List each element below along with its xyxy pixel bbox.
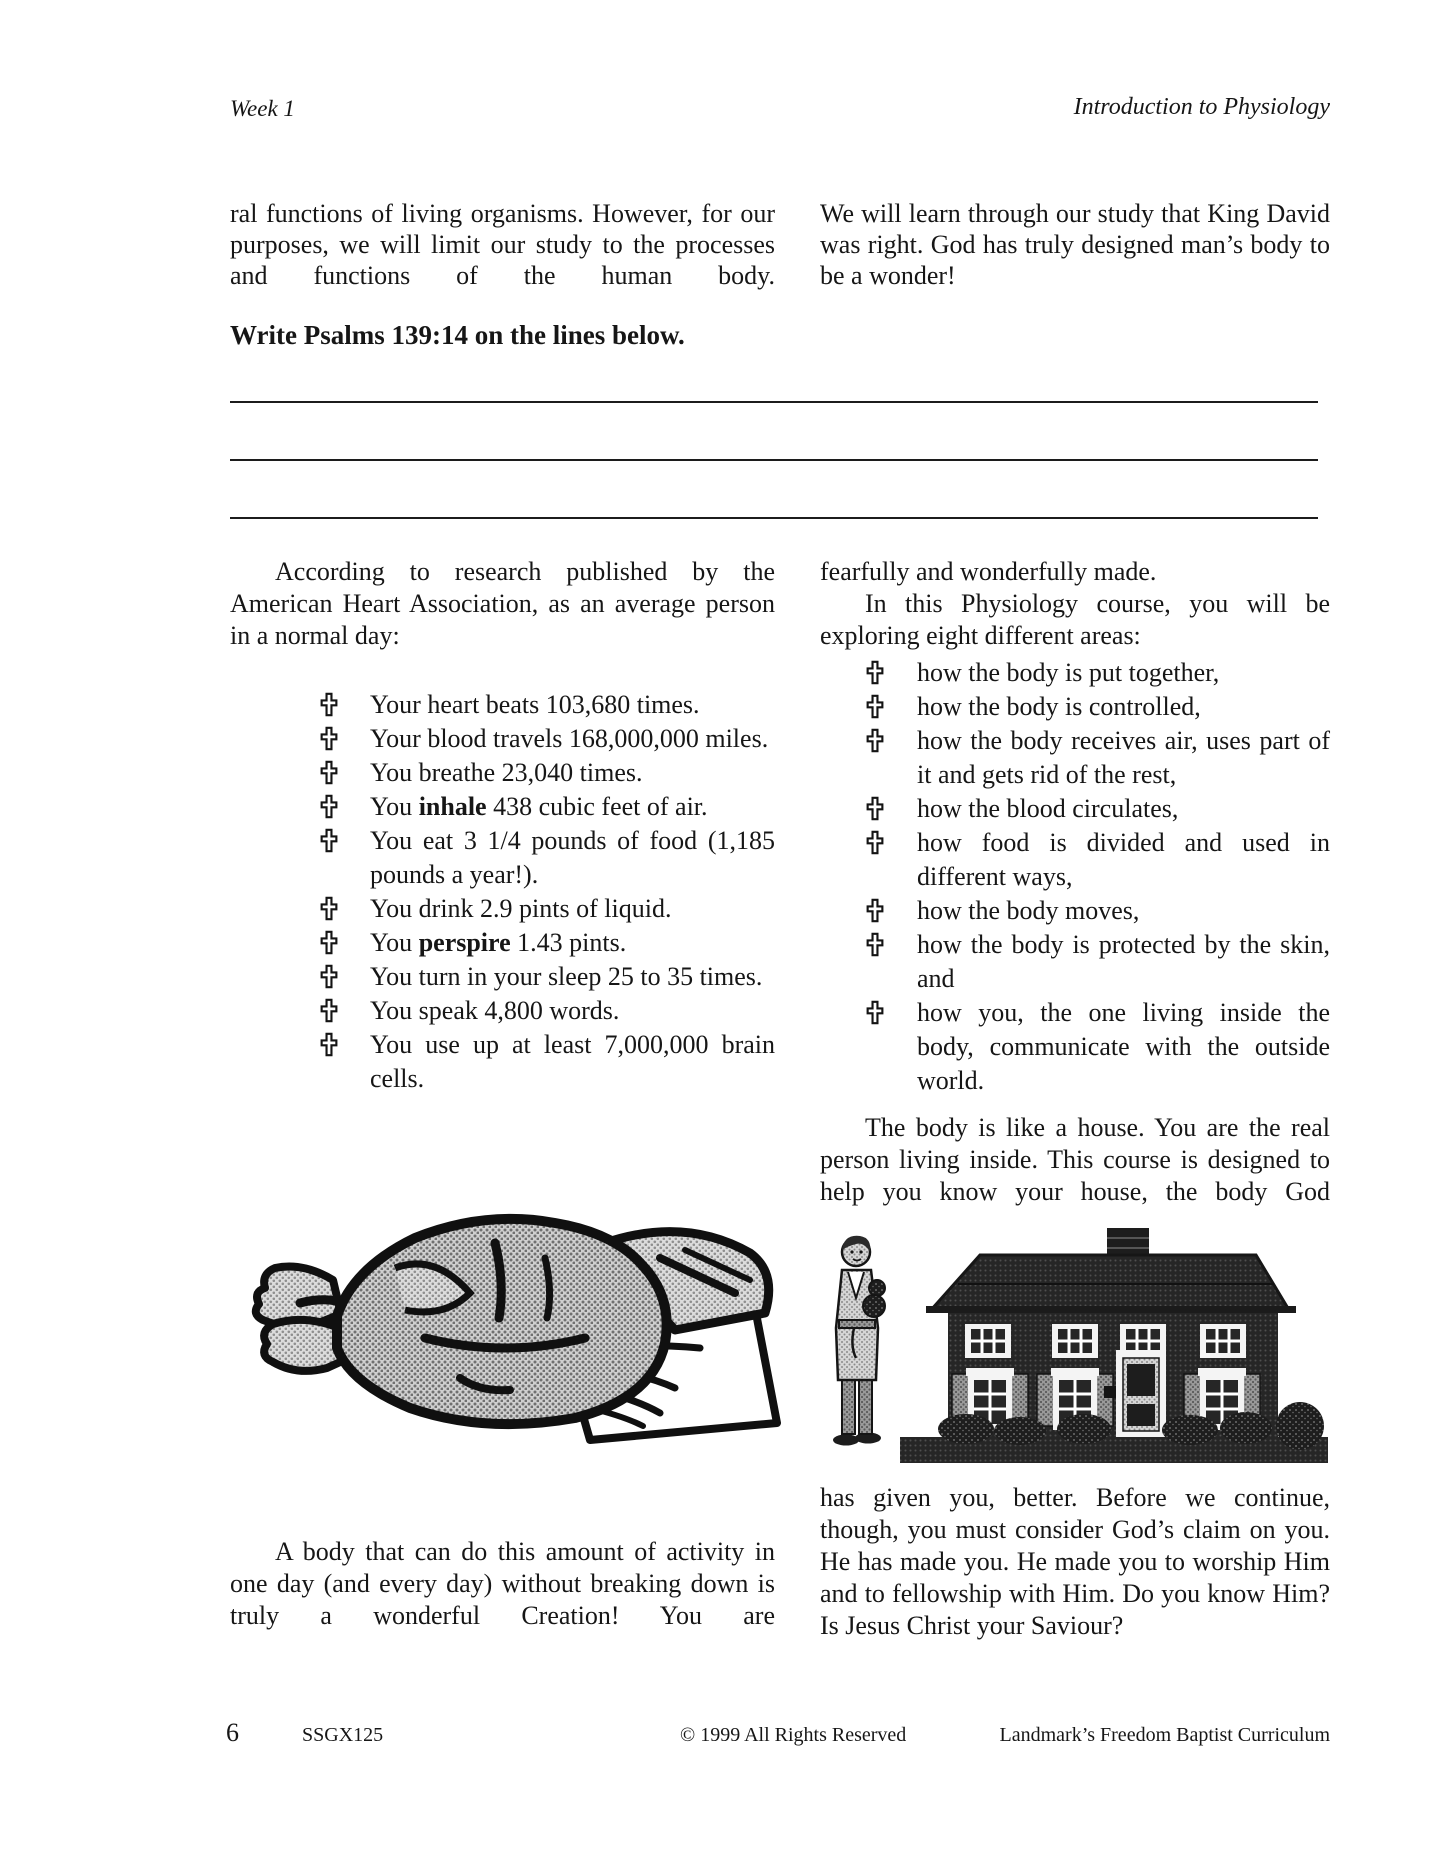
list-item: You perspire 1.43 pints. xyxy=(230,926,775,960)
house xyxy=(900,1228,1328,1463)
list-item: how the blood circulates, xyxy=(820,792,1330,826)
curriculum-code: SSGX125 xyxy=(302,1724,384,1746)
cross-bullet-icon xyxy=(866,660,884,685)
cross-bullet-icon xyxy=(320,896,338,921)
copyright-notice: © 1999 All Rights Reserved xyxy=(680,1724,907,1746)
cross-bullet-icon xyxy=(320,794,338,819)
writing-line xyxy=(230,517,1318,519)
cross-bullet-icon xyxy=(320,1032,338,1057)
writing-line xyxy=(230,401,1318,403)
cross-bullet-icon xyxy=(866,1000,884,1025)
blanket-body xyxy=(337,1219,667,1424)
cross-bullet-icon xyxy=(866,830,884,855)
cross-bullet-icon xyxy=(320,828,338,853)
cross-bullet-icon xyxy=(866,694,884,719)
list-item: how the body is put together, xyxy=(820,656,1330,690)
page-number: 6 xyxy=(226,1718,239,1747)
list-item: Your heart beats 103,680 times. xyxy=(230,688,775,722)
daily-facts-list xyxy=(230,688,775,1096)
right-paragraph-3: In this Physiology course, you will be exploring eight different areas: xyxy=(820,589,1330,650)
writing-line xyxy=(230,459,1318,461)
list-item: You breathe 23,040 times. xyxy=(230,756,775,790)
list-item: how you, the one living inside the body, communicate with the outside world. xyxy=(820,996,1330,1098)
cross-bullet-icon xyxy=(866,932,884,957)
publisher-name: Landmark’s Freedom Baptist Curriculum xyxy=(999,1724,1330,1746)
list-item: Your blood travels 168,000,000 miles. xyxy=(230,722,775,756)
list-item: You use up at least 7,000,000 brain cells. xyxy=(230,1028,775,1096)
cross-bullet-icon xyxy=(320,726,338,751)
boy-and-house-illustration xyxy=(808,1228,1332,1494)
list-item: You inhale 438 cubic feet of air. xyxy=(230,790,775,824)
cross-bullet-icon xyxy=(866,898,884,923)
right-paragraph-5: has given you, better. Before we continue, though, you must consider God’s claim on you. He has made you. He made you to worship Him and to fellowship with Him. Do you know Him? Is Jesus Christ your Saviour? xyxy=(820,1483,1330,1640)
left-paragraph-3: A body that can do this amount of activity in one day (and every day) without breaking down is truly a wonderful Creation! You are xyxy=(230,1537,775,1630)
cross-bullet-icon xyxy=(320,930,338,955)
cross-bullet-icon xyxy=(866,728,884,753)
cross-bullet-icon xyxy=(320,760,338,785)
right-paragraph-2: fearfully and wonderfully made. xyxy=(820,557,1157,586)
list-item: how food is divided and used in different ways, xyxy=(820,826,1330,894)
list-item: You eat 3 1/4 pounds of food (1,185 pounds a year!). xyxy=(230,824,775,892)
left-paragraph-2: According to research published by the American Heart Association, as an average person in a normal day: xyxy=(230,557,775,650)
boy xyxy=(833,1236,885,1446)
cross-bullet-icon xyxy=(320,692,338,717)
list-item: You speak 4,800 words. xyxy=(230,994,775,1028)
list-item: how the body is protected by the skin, and xyxy=(820,928,1330,996)
right-paragraph-1: We will learn through our study that King David was right. God has truly designed man’s body to be a wonder! xyxy=(820,199,1330,290)
course-areas-list xyxy=(820,656,1330,1098)
list-item: how the body receives air, uses part of it and gets rid of the rest, xyxy=(820,724,1330,792)
list-item: You turn in your sleep 25 to 35 times. xyxy=(230,960,775,994)
sleeping-person-illustration xyxy=(245,1198,785,1453)
header-chapter-title: Introduction to Physiology xyxy=(1073,94,1330,120)
cross-bullet-icon xyxy=(320,998,338,1023)
cross-bullet-icon xyxy=(866,796,884,821)
list-item: how the body is controlled, xyxy=(820,690,1330,724)
write-psalms-prompt: Write Psalms 139:14 on the lines below. xyxy=(230,320,685,350)
left-paragraph-1: ral functions of living organisms. However, for our purposes, we will limit our study to the processes and functions of the human body. xyxy=(230,199,775,290)
right-paragraph-4: The body is like a house. You are the real person living inside. This course is designed to help you know your house, the body God xyxy=(820,1113,1330,1206)
header-week-label: Week 1 xyxy=(230,96,295,121)
list-item: You drink 2.9 pints of liquid. xyxy=(230,892,775,926)
list-item: how the body moves, xyxy=(820,894,1330,928)
cross-bullet-icon xyxy=(320,964,338,989)
